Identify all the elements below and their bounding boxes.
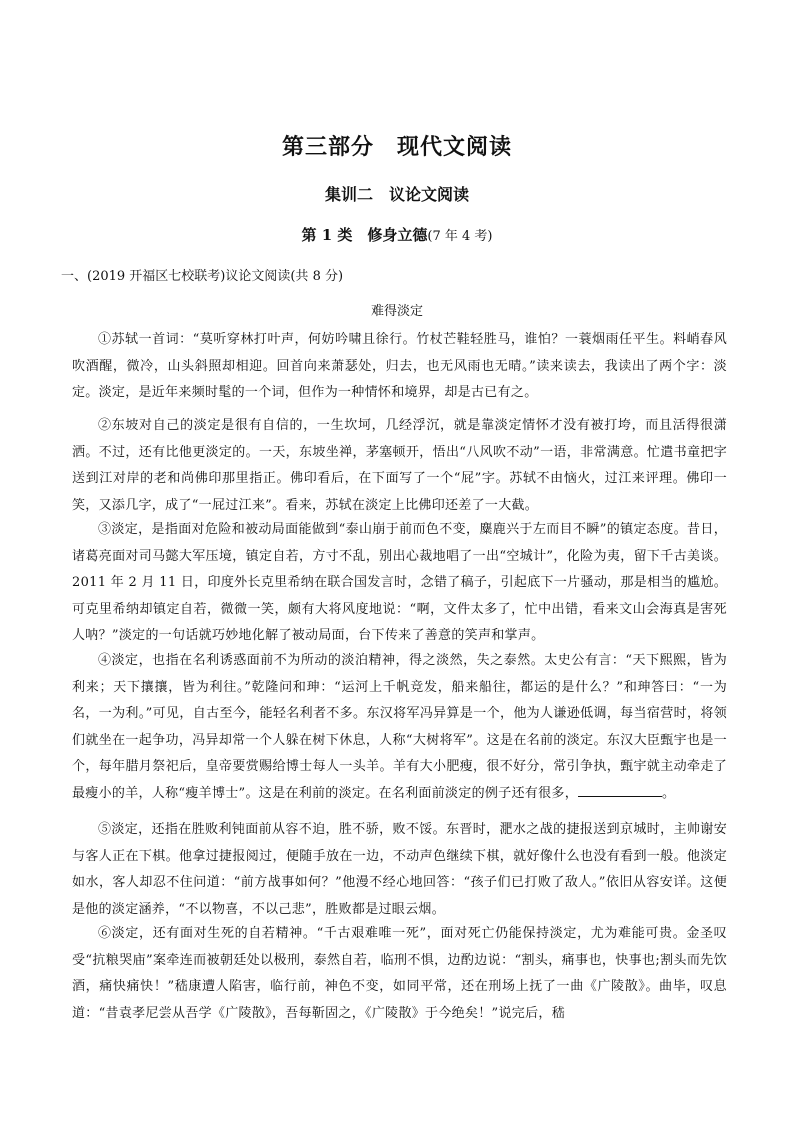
category-note: (7 年 4 考) — [427, 229, 493, 244]
essay-paragraph-5: ⑤淡定，还指在胜败利钝面前从容不迫，胜不骄，败不馁。东晋时，淝水之战的捷报送到京城时，主帅谢安与客人正在下棋。他拿过捷报阅过，便随手放在一边，不动声色继续下棋，就好像什么也没有看到一般。他淡定如水，客人却忍不住问道：“前方战事如何？”他漫不经心地回答：“孩子们已打败了敌人。”依旧从容安详。这便是他的淡定涵养，“不以物喜，不以己悲”，胜败都是过眼云烟。 — [72, 822, 727, 917]
essay-paragraph-6: ⑥淡定，还有面对生死的自若精神。“千古艰难唯一死”，面对死亡仍能保持淡定，尤为难能可贵。金圣叹受“抗粮哭庙”案牵连而被朝廷处以极刑，泰然自若，临刑不惧，边酌边说：“割头，痛事也，快事也;割头而先饮酒，痛快痛快！”嵇康遭人陷害，临行前，神色不变，如同平常，还在刑场上抚了一曲《广陵散》。曲毕，叹息道：“昔袁孝尼尝从吾学《广陵散》，吾每靳固之，《广陵散》于今绝矣！”说完后，嵇 — [72, 926, 727, 1021]
essay-paragraph-4 — [72, 648, 727, 807]
essay-paragraph-2: ②东坡对自己的淡定是很有自信的，一生坎坷，几经浮沉，就是靠淡定情怀才没有被打垮，而且活得很潇洒。不过，还有比他更淡定的。一天，东坡坐禅，茅塞顿开，悟出“八风吹不动”一语，非常满意。忙遣书童把字送到江对岸的老和尚佛印那里指正。佛印看后，在下面写了一个“屁”字。苏轼不由恼火，过江来评理。佛印一笑，又添几字，成了“一屁过江来”。看来，苏轼在淡定上比佛印还差了一大截。 — [72, 418, 727, 513]
category-label: 第 1 类 修身立德 — [301, 226, 428, 244]
category-heading — [0, 224, 794, 245]
paragraph-4-end: 。 — [662, 785, 676, 801]
page-subtitle: 集训二 议论文阅读 — [324, 185, 469, 204]
answer-blank[interactable] — [578, 782, 662, 797]
page-title: 第三部分 现代文阅读 — [281, 134, 512, 160]
essay-title: 难得淡定 — [370, 304, 423, 319]
essay-paragraph-3: ③淡定，是指面对危险和被动局面能做到“泰山崩于前而色不变，麋鹿兴于左而目不瞬”的镇定态度。昔日，诸葛亮面对司马懿大军压境，镇定自若，方寸不乱，别出心裁地唱了一出“空城计”，化险为夷，留下千古美谈。2011 年 2 月 11 日，印度外长克里希纳在联合国发言时，念错了稿子，引起底下一片骚动，那是相当的尴尬。可克里希纳却镇定自若，微微一笑，颇有大将风度地说：“啊，文件太多了，忙中出错，看来文山会海真是害死人呐？”淡定的一句话就巧妙地化解了被动局面，台下传来了善意的笑声和掌声。 — [72, 522, 727, 643]
paragraph-4-text: ④淡定，也指在名利诱惑面前不为所动的淡泊精神，得之淡然，失之泰然。太史公有言：“天下熙熙，皆为利来；天下攘攘，皆为利往。”乾隆问和珅：“运河上千帆竞发，船来船往，都运的是什么？”和珅答曰：“一为名，一为利。”可见，自古至今，能轻名利者不多。东汉将军冯异算是一个，他为人谦逊低调，每当宿营时，将领们就坐在一起争功，冯异却常一个人躲在树下休息，人称“大树将军”。这是在名前的淡定。东汉大臣甄宇也是一个，每年腊月祭祀后，皇帝要赏赐给博士每人一头羊。羊有大小肥瘦，很不好分，常引争执，甄宇就主动牵走了最瘦小的羊，人称“瘦羊博士”。这是在利前的淡定。在名利面前淡定的例子还有很多， — [72, 653, 727, 801]
section-heading: 一、(2019 开福区七校联考)议论文阅读(共 8 分) — [61, 269, 344, 284]
essay-paragraph-1: ①苏轼一首词：“莫听穿林打叶声，何妨吟啸且徐行。竹杖芒鞋轻胜马，谁怕？一蓑烟雨任平生。料峭春风吹酒醒，微冷，山头斜照却相迎。回首向来萧瑟处，归去，也无风雨也无晴。”读来读去，我读出了两个字：淡定。淡定，是近年来频时髦的一个词，但作为一种情怀和境界，却是古已有之。 — [72, 332, 727, 400]
